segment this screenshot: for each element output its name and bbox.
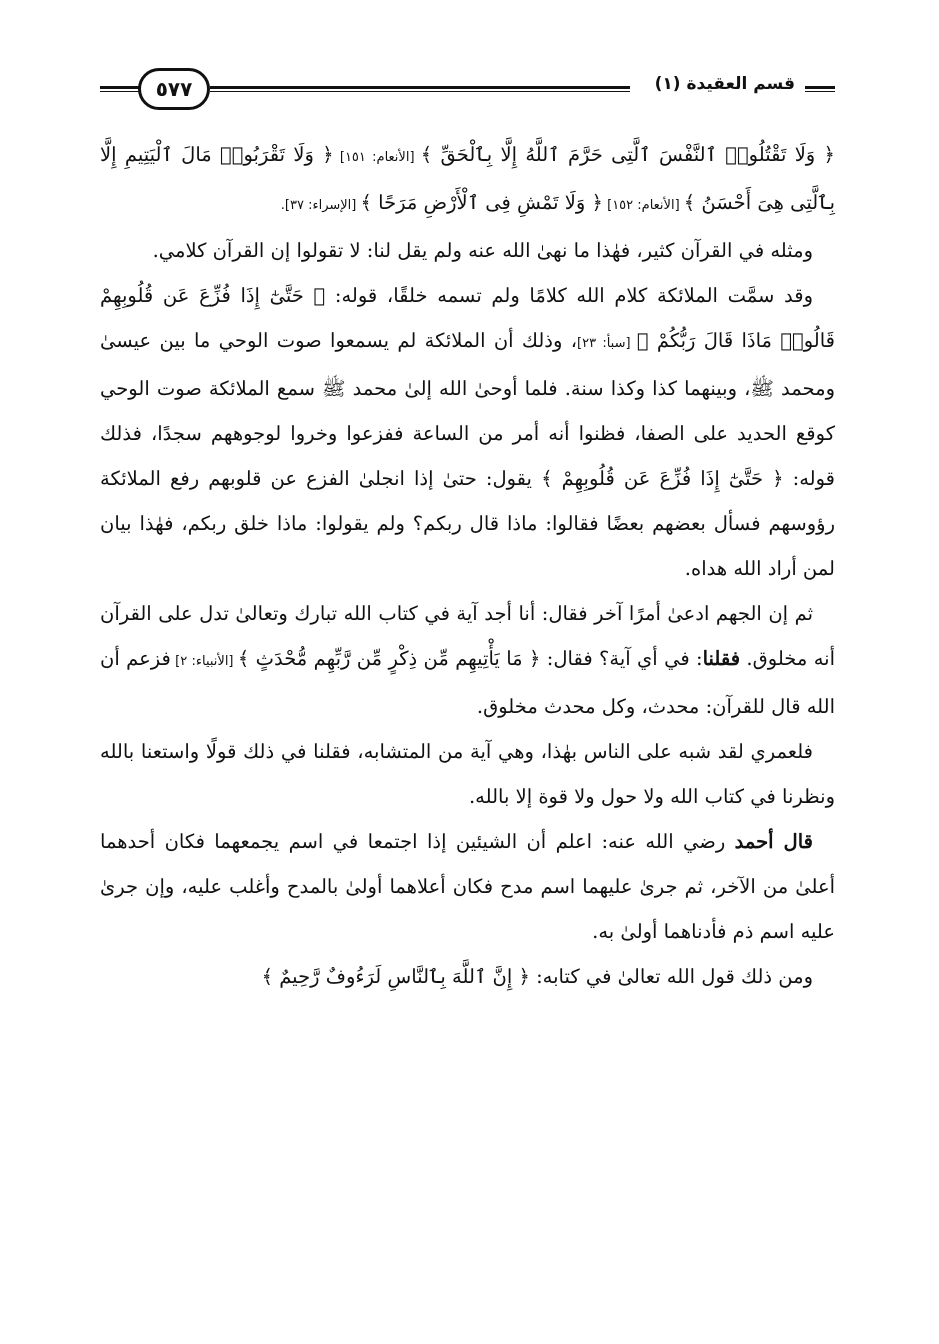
page-number: ٥٧٧ [155,77,193,101]
verse-reference: [الأنعام: ١٥١] [333,150,421,165]
paragraph [100,228,835,273]
section-title: قسم العقيدة (١) [654,74,795,94]
body-text: فلعمري لقد شبه على الناس بهٰذا، وهي آية من المتشابه، فقلنا في ذلك قولًا واستعنا بالله ونظرنا في كتاب الله ولا حول ولا قوة إلا بالله. [100,740,835,808]
paragraph [100,273,835,591]
verse-reference: [سبأ: ٢٣] [577,336,637,351]
verse-reference: [الأنبياء: ٢] [170,654,238,669]
body-text: ومن ذلك قول الله تعالىٰ في كتابه: [529,965,813,988]
paragraph [100,591,835,729]
body-text: فزعم أن الله قال للقرآن: محدث، وكل محدث مخلوق. [100,647,835,718]
quran-verse: ﴿ حَتَّىٰٓ إِذَا فُزِّعَ عَن قُلُوبِهِمْ قَالُوا۟ مَاذَا قَالَ رَبُّكُمْ ﴾ [100,284,835,352]
quran-verse: ﴿ حَتَّىٰٓ إِذَا فُزِّعَ عَن قُلُوبِهِمْ ﴾ [541,467,784,490]
quran-verse: ﴿ مَا يَأْتِيهِم مِّن ذِكْرٍ مِّن رَّبِّهِم مُّحْدَثٍ ﴾ [237,647,541,670]
header-rule-short [805,86,835,92]
header-rule-stub [100,86,140,92]
quran-verse: ﴿ إِنَّ ٱللَّهَ بِٱلنَّاسِ لَرَءُوفٌ رَّحِيمٌ ﴾ [261,965,530,988]
paragraph [100,132,835,228]
paragraph [100,954,835,999]
verse-reference: [الأنعام: ١٥٢] [602,198,684,213]
page-header [100,64,835,114]
body-text: : في أي آية؟ فقال: [540,647,703,670]
paragraph [100,729,835,819]
body-text: ثم إن الجهم ادعىٰ أمرًا آخر فقال: أنا أجد آية في كتاب الله تبارك وتعالىٰ تدل على القرآن أنه مخلوق. [100,602,835,670]
body-text: ، وذلك أن الملائكة لم يسمعوا صوت الوحي ما بين عيسىٰ ومحمد ﷺ، وبينهما كذا وكذا سنة. فلما أوحىٰ الله إلىٰ محمد ﷺ سمع الملائكة صوت الوحي كوقع الحديد على الصفا، فظنوا أنه أمر من الساعة ففزعوا وخروا لوجوههم سجدًا، فذلك قوله: [100,329,835,490]
quran-verse: ﴿ وَلَا تَمْشِ فِى ٱلْأَرْضِ مَرَحًا ﴾ [360,191,603,214]
bold-text: فقلنا [702,647,741,670]
body-text: ومثله في القرآن كثير، فهٰذا ما نهىٰ الله عنه ولم يقل لنا: لا تقولوا إن القرآن كلامي. [152,239,813,262]
header-rule-long [210,86,630,92]
body-text: يقول: حتىٰ إذا انجلىٰ الفزع عن قلوبهم رفع الملائكة رؤوسهم فسأل بعضهم بعضًا فقالوا: ماذا قال ربكم؟ ولم يقولوا: ماذا خلق ربكم، فهٰذا بيان لمن أراد الله هداه. [100,467,835,580]
page-body [100,132,835,999]
quran-verse: ﴿ وَلَا تَقْتُلُوا۟ ٱلنَّفْسَ ٱلَّتِى حَرَّمَ ٱللَّهُ إِلَّا بِٱلْحَقِّ ﴾ [420,143,835,166]
paragraph [100,819,835,954]
quran-verse: ﴿ وَلَا تَقْرَبُوا۟ مَالَ ٱلْيَتِيمِ إِلَّا بِٱلَّتِى هِىَ أَحْسَنُ ﴾ [100,143,835,214]
page-number-badge [138,68,210,110]
body-text: وقد سمَّت الملائكة كلام الله كلامًا ولم تسمه خلقًا، قوله: [325,284,813,307]
verse-reference: [الإسراء: ٣٧]. [280,198,361,213]
body-text: رضي الله عنه: اعلم أن الشيئين إذا اجتمعا في اسم يجمعهما فكان أحدهما أعلىٰ من الآخر، ثم جرىٰ عليهما اسم مدح فكان أعلاهما أولىٰ بالمدح وأغلب عليه، وإن جرىٰ عليه اسم ذم فأدناهما أولىٰ به. [100,830,835,943]
bold-text: قال أحمد [734,830,813,853]
